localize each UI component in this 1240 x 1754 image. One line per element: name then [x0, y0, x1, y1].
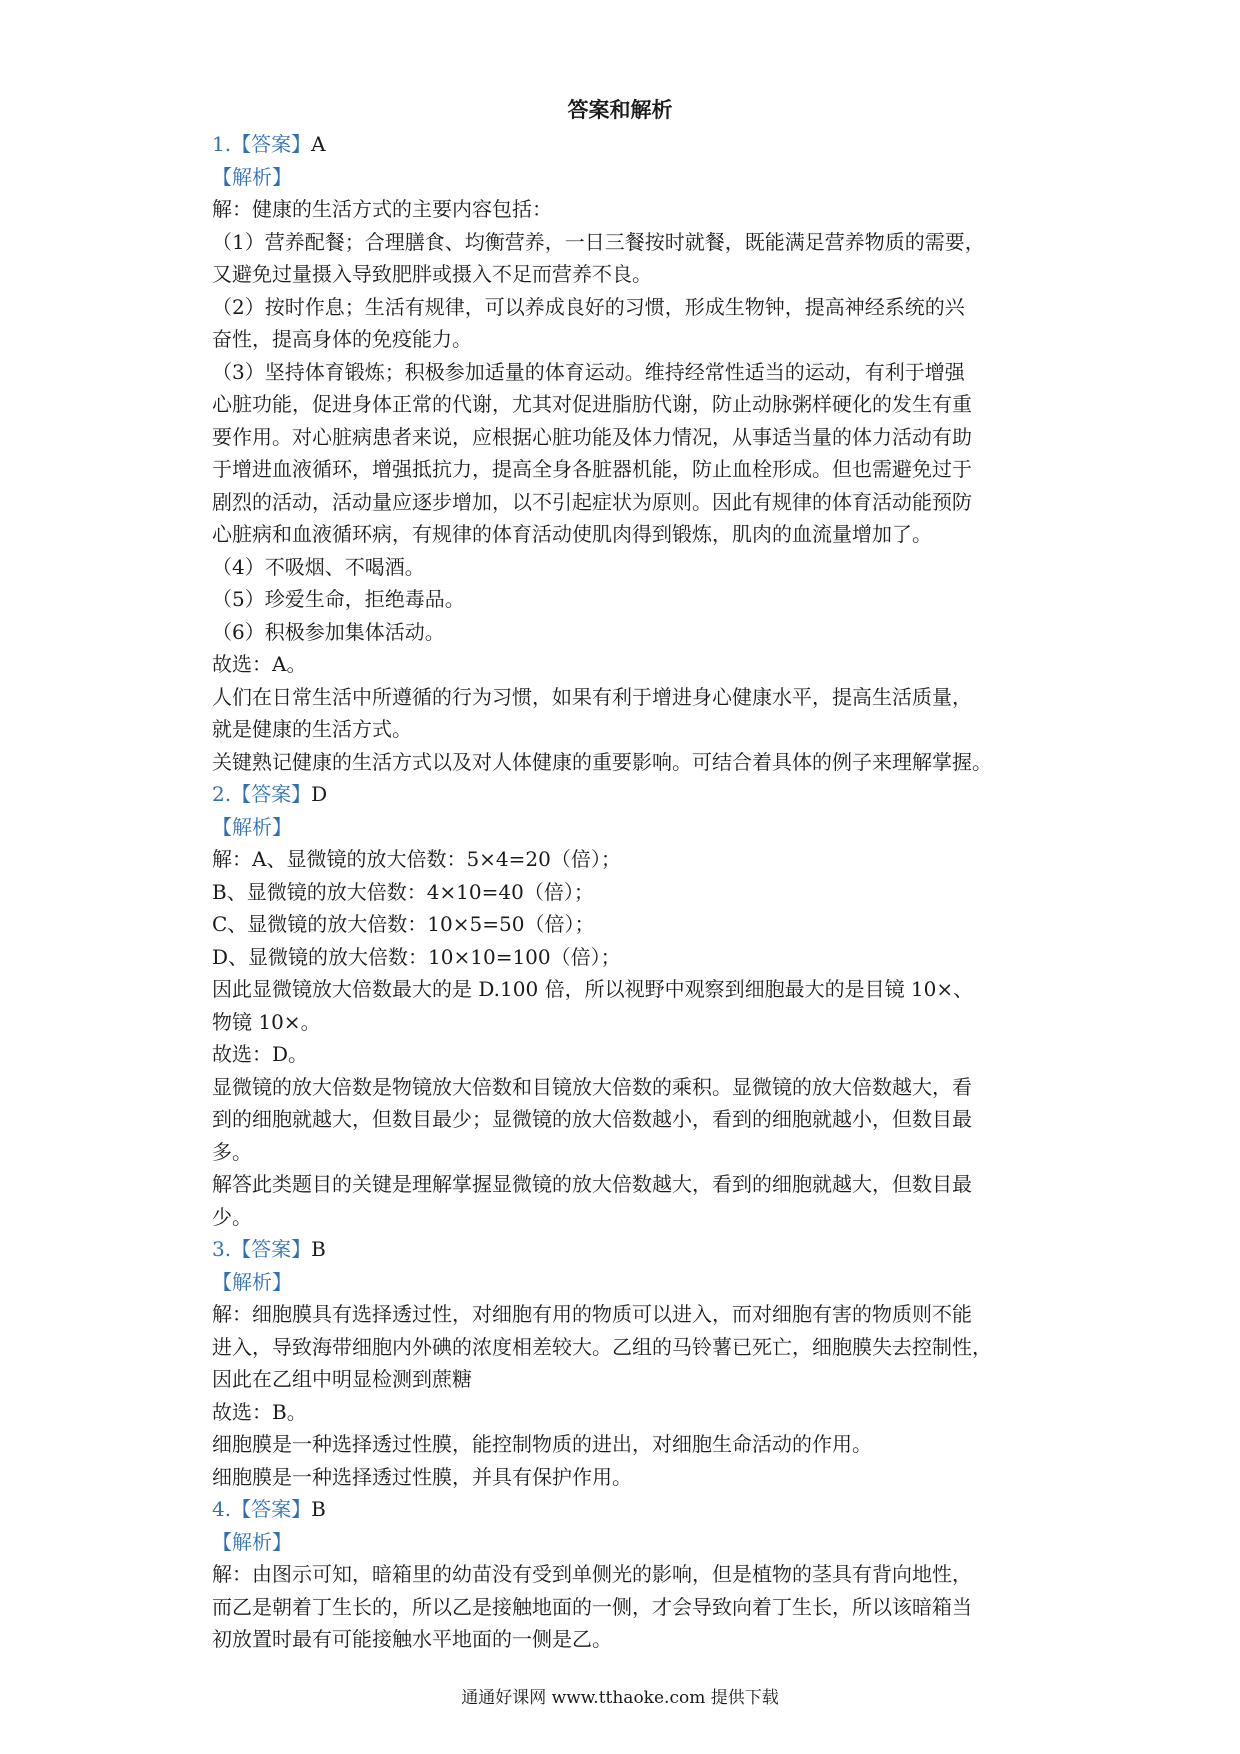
section-heading-line — [212, 778, 1042, 811]
text-line — [212, 453, 1042, 486]
text-line — [212, 518, 1042, 551]
section-heading-line — [212, 1266, 1042, 1299]
text-line — [212, 551, 1042, 584]
text-line — [212, 1558, 1042, 1591]
text-line — [212, 1103, 1042, 1136]
text-line — [212, 1168, 1042, 1201]
text-line — [212, 1461, 1042, 1494]
text-line — [212, 843, 1042, 876]
answer-label: 1.【答案】 — [212, 132, 312, 156]
section-heading-line — [212, 161, 1042, 194]
line-text: 故选：B。 — [212, 1399, 307, 1424]
text-line — [212, 356, 1042, 389]
line-text: 又避免过量摄入导致肥胖或摄入不足而营养不良。 — [212, 262, 652, 286]
text-line — [212, 1071, 1042, 1104]
line-text: B — [311, 1237, 326, 1261]
text-line — [212, 616, 1042, 649]
line-text: 少。 — [212, 1204, 252, 1229]
line-text: 心脏病和血液循环病，有规律的体育活动使肌肉得到锻炼，肌肉的血流量增加了。 — [212, 522, 932, 546]
section-heading-line — [212, 1233, 1042, 1266]
text-line — [212, 193, 1042, 226]
line-text: 解：健康的生活方式的主要内容包括： — [212, 197, 552, 221]
line-text: 物镜 10×。 — [212, 1009, 321, 1034]
analysis-label: 【解析】 — [212, 1269, 292, 1294]
section-heading-line — [212, 128, 1042, 161]
line-text: 解：由图示可知，暗箱里的幼苗没有受到单侧光的影响，但是植物的茎具有背向地性， — [212, 1562, 972, 1586]
text-line — [212, 1331, 1042, 1364]
answer-label: 2.【答案】 — [212, 782, 312, 806]
line-text: D、显微镜的放大倍数：10×10=100（倍）； — [212, 944, 621, 969]
text-line — [212, 648, 1042, 681]
line-text: （2）按时作息；生活有规律，可以养成良好的习惯，形成生物钟，提高神经系统的兴 — [212, 294, 965, 319]
text-line — [212, 1006, 1042, 1039]
text-line — [212, 388, 1042, 421]
section-heading-line — [212, 1493, 1042, 1526]
section-heading-line — [212, 811, 1042, 844]
text-line — [212, 421, 1042, 454]
text-line — [212, 713, 1042, 746]
page-title: 答案和解析 — [567, 98, 673, 122]
text-line — [212, 1591, 1042, 1624]
line-text: 细胞膜是一种选择透过性膜，并具有保护作用。 — [212, 1464, 632, 1489]
line-text: 关键熟记健康的生活方式以及对人体健康的重要影响。可结合着具体的例子来理解掌握。 — [212, 749, 992, 774]
line-text: 而乙是朝着丁生长的，所以乙是接触地面的一侧，才会导致向着丁生长，所以该暗箱当 — [212, 1594, 972, 1619]
text-line — [212, 1396, 1042, 1429]
line-text: 到的细胞就越大，但数目最少；显微镜的放大倍数越小，看到的细胞就越小，但数目最 — [212, 1107, 972, 1131]
line-text: 显微镜的放大倍数是物镜放大倍数和目镜放大倍数的乘积。显微镜的放大倍数越大，看 — [212, 1074, 972, 1099]
text-line — [212, 1298, 1042, 1331]
line-text: 解：A、显微镜的放大倍数：5×4=20（倍）； — [212, 847, 621, 871]
line-text: C、显微镜的放大倍数：10×5=50（倍）； — [212, 912, 595, 936]
line-text: （1）营养配餐；合理膳食、均衡营养，一日三餐按时就餐，既能满足营养物质的需要， — [212, 229, 985, 254]
line-text: （5）珍爱生命，拒绝毒品。 — [212, 587, 465, 611]
line-text: 剧烈的活动，活动量应逐步增加，以不引起症状为原则。因此有规律的体育活动能预防 — [212, 489, 972, 514]
line-text: 因此显微镜放大倍数最大的是 D.100 倍，所以视野中观察到细胞最大的是目镜 10×、 — [212, 977, 974, 1001]
line-text: 初放置时最有可能接触水平地面的一侧是乙。 — [212, 1627, 612, 1651]
text-line — [212, 1428, 1042, 1461]
text-line — [212, 583, 1042, 616]
line-text: 人们在日常生活中所遵循的行为习惯，如果有利于增进身心健康水平，提高生活质量， — [212, 684, 972, 709]
text-line — [212, 226, 1042, 259]
line-text: 故选：D。 — [212, 1042, 309, 1066]
line-text: （6）积极参加集体活动。 — [212, 619, 445, 644]
text-line — [212, 323, 1042, 356]
text-line — [212, 486, 1042, 519]
text-line — [212, 973, 1042, 1006]
text-line — [212, 1136, 1042, 1169]
line-text: 于增进血液循环，增强抵抗力，提高全身各脏器机能，防止血栓形成。但也需避免过于 — [212, 457, 972, 481]
line-text: 故选：A。 — [212, 652, 307, 676]
answer-label: 3.【答案】 — [212, 1237, 312, 1261]
line-text: （3）坚持体育锻炼；积极参加适量的体育运动。维持经常性适当的运动，有利于增强 — [212, 359, 965, 384]
line-text: D — [311, 782, 328, 806]
text-line — [212, 258, 1042, 291]
line-text: 多。 — [212, 1139, 252, 1164]
text-line — [212, 876, 1042, 909]
line-text: 要作用。对心脏病患者来说，应根据心脏功能及体力情况，从事适当量的体力活动有助 — [212, 424, 972, 449]
line-text: （4）不吸烟、不喝酒。 — [212, 554, 425, 579]
line-text: A — [311, 132, 326, 156]
text-line — [212, 291, 1042, 324]
text-line — [212, 1038, 1042, 1071]
text-line — [212, 908, 1042, 941]
text-line — [212, 746, 1042, 779]
analysis-label: 【解析】 — [212, 164, 292, 189]
answer-body — [212, 128, 1042, 1656]
line-text: 奋性，提高身体的免疫能力。 — [212, 327, 472, 351]
section-heading-line — [212, 1526, 1042, 1559]
line-text: 就是健康的生活方式。 — [212, 717, 412, 741]
text-line — [212, 1201, 1042, 1234]
analysis-label: 【解析】 — [212, 814, 292, 839]
line-text: 进入，导致海带细胞内外碘的浓度相差较大。乙组的马铃薯已死亡，细胞膜失去控制性， — [212, 1334, 992, 1359]
analysis-label: 【解析】 — [212, 1529, 292, 1554]
line-text: B、显微镜的放大倍数：4×10=40（倍）； — [212, 879, 594, 904]
line-text: 心脏功能，促进身体正常的代谢，尤其对促进脂肪代谢，防止动脉粥样硬化的发生有重 — [212, 392, 972, 416]
answer-label: 4.【答案】 — [212, 1497, 312, 1521]
line-text: 因此在乙组中明显检测到蔗糖 — [212, 1367, 472, 1391]
text-line — [212, 1363, 1042, 1396]
footer-text: 通通好课网 www.tthaoke.com 提供下载 — [461, 1688, 779, 1708]
text-line — [212, 1623, 1042, 1656]
line-text: 细胞膜是一种选择透过性膜，能控制物质的进出，对细胞生命活动的作用。 — [212, 1432, 872, 1456]
line-text: 解：细胞膜具有选择透过性，对细胞有用的物质可以进入，而对细胞有害的物质则不能 — [212, 1302, 972, 1326]
line-text: 解答此类题目的关键是理解掌握显微镜的放大倍数越大，看到的细胞就越大，但数目最 — [212, 1172, 972, 1196]
text-line — [212, 681, 1042, 714]
text-line — [212, 941, 1042, 974]
line-text: B — [311, 1497, 326, 1521]
